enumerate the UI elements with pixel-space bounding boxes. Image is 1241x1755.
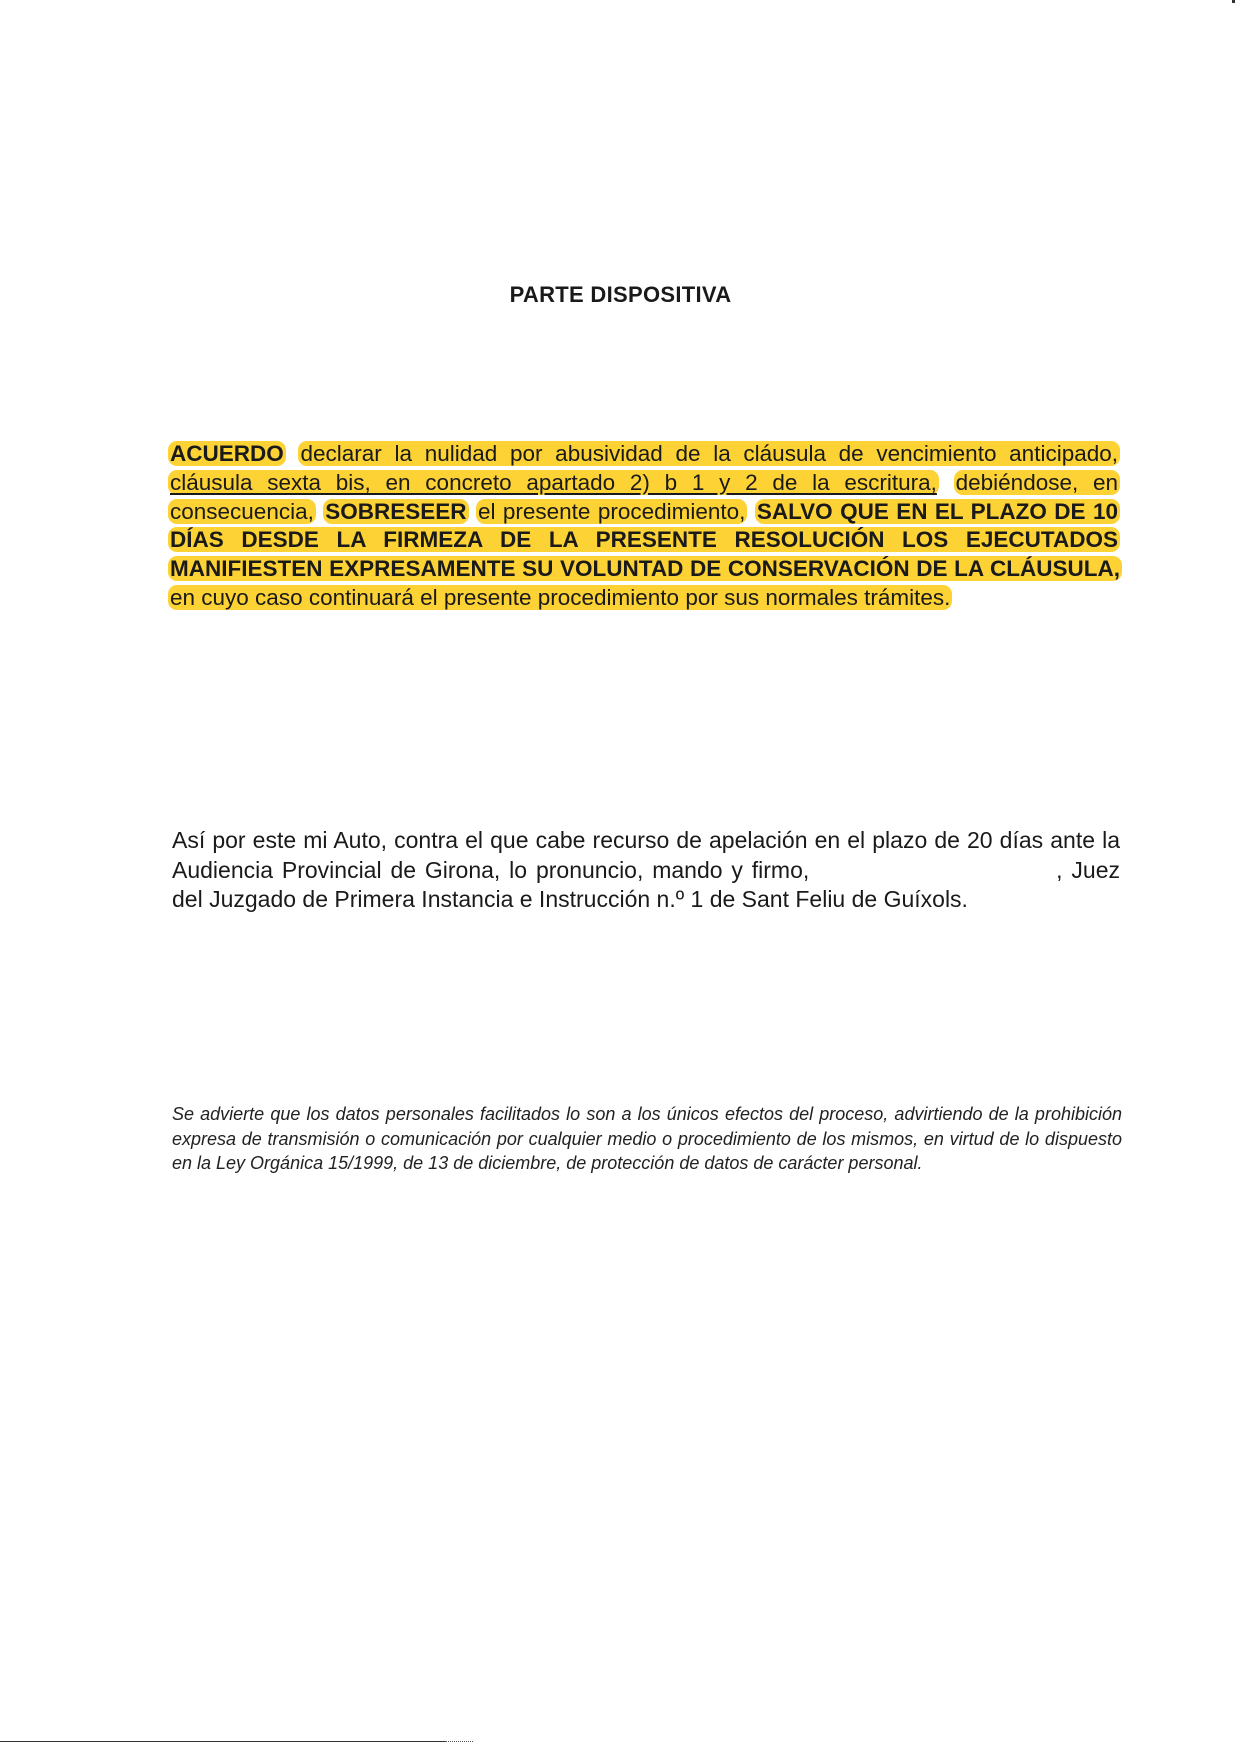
clause-reference: cláusula sexta bis, en concreto apartado 2) b 1 y 2 de la escritura,	[170, 469, 937, 495]
resolution-text-procedimiento: el presente procedimiento,	[477, 498, 746, 524]
redacted-judge-name	[818, 860, 1056, 880]
salvo-condition: SALVO QUE EN EL PLAZO DE 10 DÍAS DESDE LA FIRMEZA DE LA PRESENTE RESOLUCIÓN LOS EJECUTADOS MANIFIESTEN EXPRESAMENTE SU VOLUNTAD DE CONSERVACIÓN DE LA CLÁUSULA,	[170, 498, 1120, 582]
data-protection-notice: Se advierte que los datos personales facilitados lo son a los únicos efectos del proceso, advirtiendo de la prohibición expresa de transmisión o comunicación por cualquier medio o procedimiento de los mismos, en virtud de lo dispuesto en la Ley Orgánica 15/1999, de 13 de diciembre, de protección de datos de carácter personal.	[172, 1104, 1122, 1173]
acuerdo-keyword: ACUERDO	[170, 441, 284, 466]
resolution-paragraph	[168, 440, 1120, 613]
closing-text-part2: , Juez del Juzgado de Primera Instancia e Instrucción n.º 1 de Sant Feliu de Guíxols.	[172, 856, 1120, 912]
closing-paragraph	[172, 826, 1120, 915]
sobreseer-keyword: SOBRESEER	[325, 498, 467, 524]
resolution-text-continuara: en cuyo caso continuará el presente procedimiento por sus normales trámites.	[170, 584, 951, 610]
scan-corner-mark	[1232, 0, 1235, 3]
resolution-text-declarar: declarar la nulidad por abusividad de la cláusula de vencimiento anticipado,	[300, 441, 1118, 466]
footer-rule	[0, 1741, 445, 1742]
closing-text-part1: Así por este mi Auto, contra el que cabe recurso de apelación en el plazo de 20 días ante la Audiencia Provincial de Girona, lo pronuncio, mando y firmo,	[172, 827, 1120, 883]
page-title: PARTE DISPOSITIVA	[509, 282, 732, 307]
resolution-text-consecuencia: debiéndose, en consecuencia,	[170, 469, 1118, 524]
footer-dotted-rule	[445, 1741, 473, 1742]
